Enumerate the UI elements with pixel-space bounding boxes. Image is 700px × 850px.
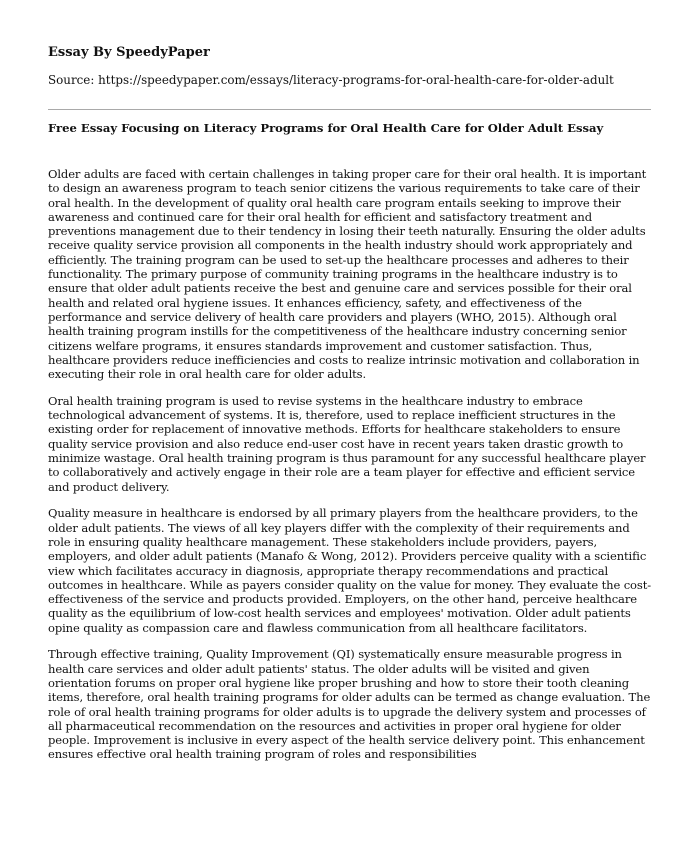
paragraph-1: Older adults are faced with certain challenges in taking proper care for their oral health. It is important to design an awareness program to teach senior citizens the various requirements to take care of their oral health. In the development of quality oral health care program entails seeking to improve their awareness and continued care for their oral health for efficient and satisfactory treatment and preventions management due to their tendency in losing their teeth naturally. Ensuring the older adults receive quality service provision all components in the health industry should work appropriately and efficiently. The training program can be used to set-up the healthcare processes and adheres to their functionality. The primary purpose of community training programs in the healthcare industry is to ensure that older adult patients receive the best and genuine care and services possible for their oral health and related oral hygiene issues. It enhances efficiency, safety, and effectiveness of the performance and service delivery of health care providers and players (WHO, 2015). Although oral health training program instills for the competitiveness of the healthcare industry concerning senior citizens welfare programs, it ensures standards improvement and customer satisfaction. Thus, healthcare providers reduce inefficiencies and costs to realize intrinsic motivation and collaboration in executing their role in oral health care for older adults.	[48, 167, 647, 382]
header-divider	[48, 109, 651, 110]
essay-body	[48, 167, 654, 774]
source-line: Source: https://speedypaper.com/essays/literacy-programs-for-oral-health-care-for-older-adult	[48, 73, 614, 87]
paragraph-3: Quality measure in healthcare is endorsed by all primary players from the healthcare providers, to the older adult patients. The views of all key players differ with the complexity of their requirements and role in ensuring quality healthcare management. These stakeholders include providers, payers, employers, and older adult patients (Manafo & Wong, 2012). Providers perceive quality with a scientific view which facilitates accuracy in diagnosis, appropriate therapy recommendations and practical outcomes in healthcare. While as payers consider quality on the value for money. They evaluate the cost-effectiveness of the service and products provided. Employers, on the other hand, perceive healthcare quality as the equilibrium of low-cost health services and employees' motivation. Older adult patients opine quality as compassion care and flawless communication from all healthcare facilitators.	[48, 506, 651, 635]
brand-heading: Essay By SpeedyPaper	[48, 45, 210, 60]
essay-title: Free Essay Focusing on Literacy Programs for Oral Health Care for Older Adult Essay	[48, 121, 604, 135]
paragraph-4: Through effective training, Quality Improvement (QI) systematically ensure measurable progress in health care services and older adult patients' status. The older adults will be visited and given orientation forums on proper oral hygiene like proper brushing and how to store their tooth cleaning items, therefore, oral health training programs for older adults can be termed as change evaluation. The role of oral health training programs for older adults is to upgrade the delivery system and processes of all pharmaceutical recommendation on the resources and activities in proper oral hygiene for older people. Improvement is inclusive in every aspect of the health service delivery point. This enhancement ensures effective oral health training program of roles and responsibilities	[48, 647, 651, 762]
paragraph-2: Oral health training program is used to revise systems in the healthcare industry to embrace technological advancement of systems. It is, therefore, used to replace inefficient structures in the existing order for replacement of innovative methods. Efforts for healthcare stakeholders to ensure quality service provision and also reduce end-user cost have in recent years taken drastic growth to minimize wastage. Oral health training program is thus paramount for any successful healthcare player to collaboratively and actively engage in their role are a team player for effective and efficient service and product delivery.	[48, 393, 646, 494]
